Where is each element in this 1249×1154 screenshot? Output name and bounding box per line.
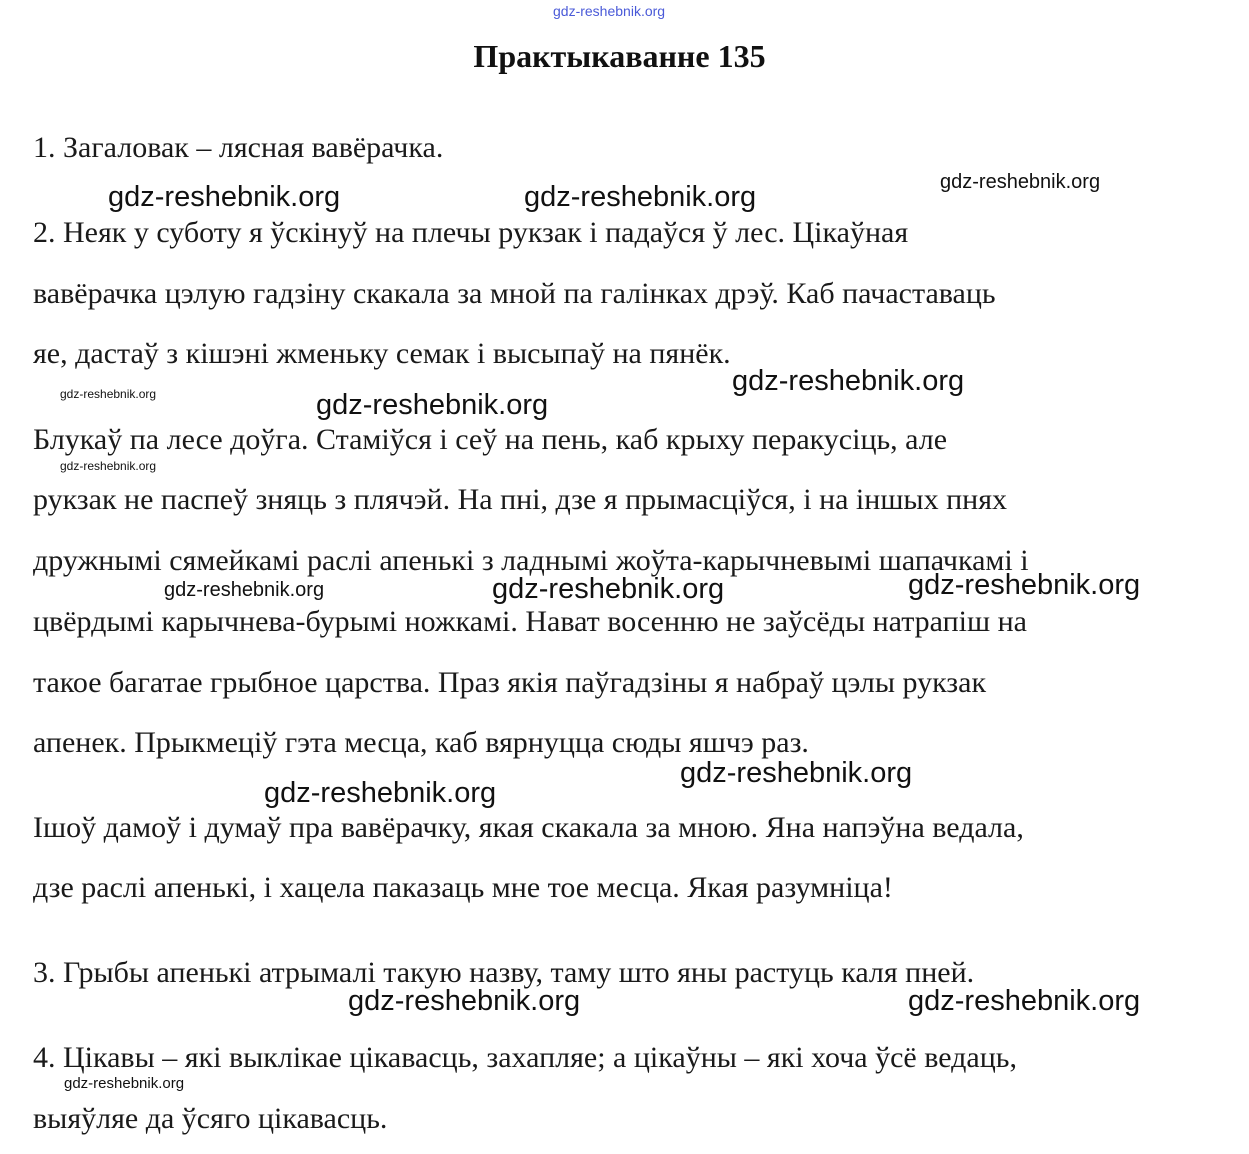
watermark: gdz-reshebnik.org [348,985,581,1017]
answer-line: 1. Загаловак – лясная вавёрачка. [33,131,444,164]
watermark: gdz-reshebnik.org [908,985,1141,1017]
answer-line: апенек. Прыкмеціў гэта месца, каб вярнуцца сюды яшчэ раз. [33,726,809,759]
answer-line: 4. Цікавы – які выклікае цікавасць, захапляе; а цікаўны – які хоча ўсё ведаць, [33,1041,1017,1074]
answer-line: дружнымі сямейкамі раслі апенькі з ладнымі жоўта-карычневымі шапачкамі і [33,544,1029,577]
answer-line: рукзак не паспеў зняць з плячэй. На пні, дзе я прымасціўся, і на іншых пнях [33,483,1007,516]
watermark: gdz-reshebnik.org [264,777,497,809]
answer-line: 2. Неяк у суботу я ўскінуў на плечы рукзак і падаўся ў лес. Цікаўная [33,216,909,249]
answer-line: выяўляе да ўсяго цікавасць. [33,1102,388,1135]
answer-line: цвёрдымі карычнева-бурымі ножкамі. Нават восенню не заўсёды натрапіш на [33,605,1027,638]
watermark: gdz-reshebnik.org [316,389,549,421]
watermark: gdz-reshebnik.org [680,757,913,789]
answer-line: такое багатае грыбное царства. Праз якія паўгадзіны я набраў цэлы рукзак [33,666,987,699]
watermark: gdz-reshebnik.org [553,3,666,19]
watermark: gdz-reshebnik.org [60,459,157,473]
watermark: gdz-reshebnik.org [940,171,1101,193]
answer-line: Блукаў па лесе доўга. Стаміўся і сеў на пень, каб крыху перакусіць, але [33,423,948,456]
watermark: gdz-reshebnik.org [492,573,725,605]
watermark: gdz-reshebnik.org [64,1075,185,1092]
watermark: gdz-reshebnik.org [732,365,965,397]
watermark: gdz-reshebnik.org [524,181,757,213]
answer-line: яе, дастаў з кішэні жменьку семак і высыпаў на пянёк. [33,337,731,370]
answer-line: дзе раслі апенькі, і хацела паказаць мне тое месца. Якая разумніца! [33,871,893,904]
answer-line: 3. Грыбы апенькі атрымалі такую назву, таму што яны растуць каля пней. [33,956,975,989]
page-title: Практыкаванне 135 [473,38,766,74]
answer-line: вавёрачка цэлую гадзіну скакала за мной па галінках дрэў. Каб пачаставаць [33,277,996,310]
watermark: gdz-reshebnik.org [908,569,1141,601]
watermark: gdz-reshebnik.org [60,387,157,401]
watermark: gdz-reshebnik.org [108,181,341,213]
watermark: gdz-reshebnik.org [164,579,325,601]
answer-line: Ішоў дамоў і думаў пра вавёрачку, якая скакала за мною. Яна напэўна ведала, [33,811,1024,844]
